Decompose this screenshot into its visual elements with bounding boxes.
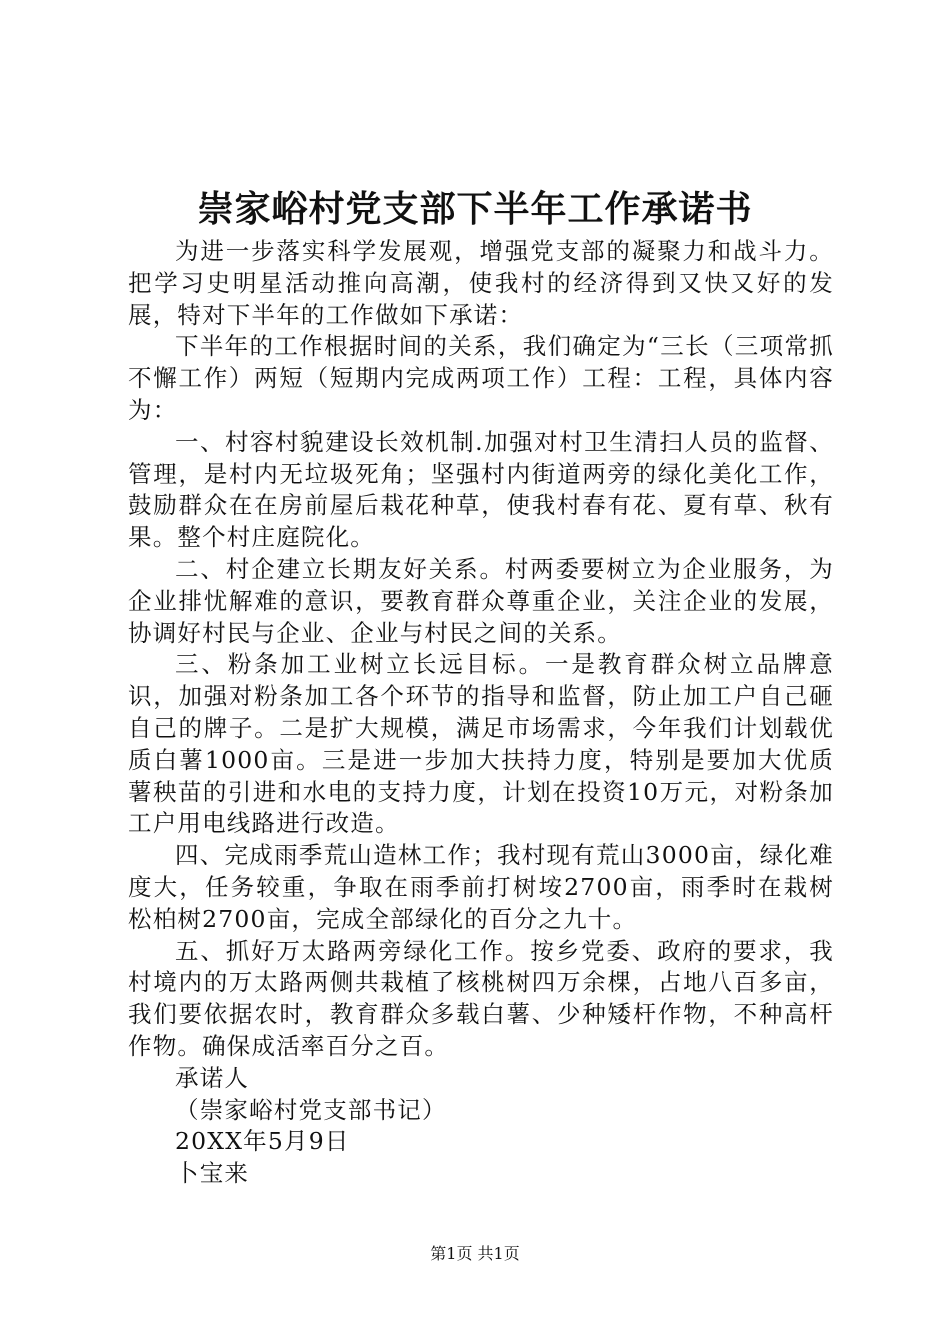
item-two-paragraph: 二、村企建立长期友好关系。村两委要树立为企业服务，为企业排忧解难的意识，要教育群众尊重企业，关注企业的发展，协调好村民与企业、企业与村民之间的关系。 — [128, 554, 834, 647]
signature-label: 承诺人 — [175, 1063, 250, 1092]
signature-date: 20XX年5月9日 — [175, 1127, 350, 1156]
document-body — [128, 236, 834, 1190]
item-one-paragraph: 一、村容村貌建设长效机制.加强对村卫生清扫人员的监督、管理，是村内无垃圾死角；坚强村内街道两旁的绿化美化工作，鼓励群众在在房前屋后栽花种草，使我村春有花、夏有草、秋有果。整个村庄庭院化。 — [128, 427, 834, 552]
intro-paragraph: 为进一步落实科学发展观，增强党支部的凝聚力和战斗力。把学习史明星活动推向高潮，使我村的经济得到又快又好的发展，特对下半年的工作做如下承诺： — [128, 237, 834, 329]
scope-paragraph: 下半年的工作根据时间的关系，我们确定为“三长（三项常抓不懈工作）两短（短期内完成两项工作）工程：工程，具体内容为： — [128, 332, 834, 424]
page-footer: 第1页 共1页 — [430, 1244, 520, 1263]
document-title: 崇家峪村党支部下半年工作承诺书 — [197, 188, 753, 230]
item-three-paragraph: 三、粉条加工业树立长远目标。一是教育群众树立品牌意识，加强对粉条加工各个环节的指导和监督，防止加工户自己砸自己的牌子。二是扩大规模，满足市场需求，今年我们计划载优质白薯1000亩。三是进一步加大扶持力度，特别是要加大优质薯秧苗的引进和水电的支持力度，计划在投资10万元，对粉条加工户用电线路进行改造。 — [128, 650, 834, 838]
item-four-paragraph: 四、完成雨季荒山造林工作；我村现有荒山3000亩，绿化难度大，任务较重，争取在雨季前打树垵2700亩，雨季时在栽树松柏树2700亩，完成全部绿化的百分之九十。 — [128, 841, 834, 933]
signature-name: 卜宝来 — [175, 1159, 250, 1188]
item-five-paragraph: 五、抓好万太路两旁绿化工作。按乡党委、政府的要求，我村境内的万太路两侧共栽植了核桃树四万余棵，占地八百多亩，我们要依据农时，教育群众多载白薯、少种矮杆作物，不种高杆作物。确保成活率百分之百。 — [128, 936, 834, 1060]
signature-role: （崇家峪村党支部书记） — [175, 1095, 447, 1124]
